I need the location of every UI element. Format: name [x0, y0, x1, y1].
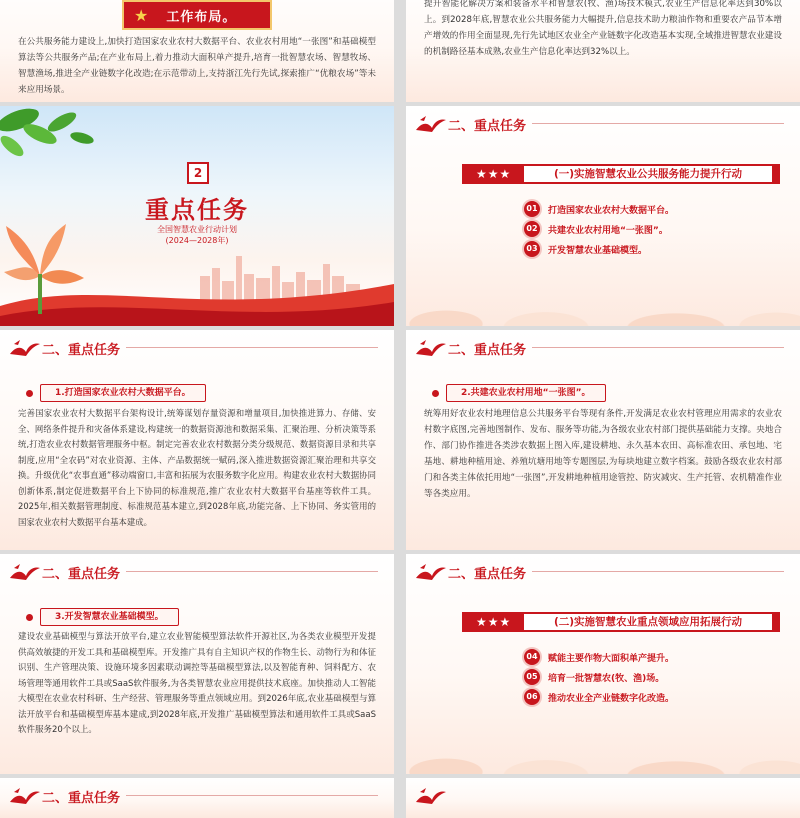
section-title: 二、重点任务 — [42, 791, 121, 806]
item-number: 04 — [524, 649, 540, 665]
item-text: 赋能主要作物大面积单产提升。 — [548, 653, 675, 664]
header-divider — [126, 795, 378, 796]
item-text: 打造国家农业农村大数据平台。 — [548, 205, 675, 216]
section-number-badge: 2 — [187, 162, 209, 184]
leaf-branch-icon — [0, 106, 95, 160]
section-title: 二、重点任务 — [448, 119, 527, 134]
subtask-text: 统筹用好农业农村地理信息公共服务平台等现有条件,开发满足农业农村管理应用需求的农业农村数字底图,完善地图制作、发布、服务等功能,为各级农业农村部门提供基础能力支撑。央地合作、部门协作推进各类涉农数据上图入库,建设耕地、永久基本农田、高标准农田、承包地、宅基地、耕地种植用途、养殖坑塘用地等专题图层,为每块地建立数字档案。鼓励各级农业农村部门和各类主体依托用地“一张图”,开发耕地种植用途管控、防灾减灾、生产托管、农机精准作业等各类应用。 — [424, 409, 782, 499]
slide-next-left — [0, 778, 394, 818]
action-banner — [462, 612, 780, 632]
bird-logo-icon — [414, 560, 448, 582]
list-item — [524, 668, 664, 686]
item-number: 05 — [524, 669, 540, 685]
header-divider — [126, 347, 378, 348]
slide-land-map — [406, 330, 800, 550]
subtask-pill: 3.开发智慧农业基础模型。 — [40, 608, 179, 626]
action-banner — [462, 164, 780, 184]
bird-logo-icon — [414, 336, 448, 358]
subtask-text: 建设农业基础模型与算法开放平台,建立农业智能模型算法软件开源社区,为各类农业模型开发提供高效敏捷的开发工具和基础模型库。开发推广具有自主知识产权的作物生长、动物行为和体征识别、生产管理决策、设施环境多因素联动调控等基础模型算法,以及智能育种、饲料配方、农场管理等通用软件工具或SaaS软件服务,为各类智慧农业应用提供技术底座。加快推动人工智能大模型在农业农村科研、生产经营、管理服务等重点领域应用。到2026年底,农业基础模型与算法开放平台和基础模型库基本建成,到2028年底,开发推广基础模型算法和通用软件工具或SaaS软件服务20个以上。 — [18, 632, 376, 735]
subtask-pill: 1.打造国家农业农村大数据平台。 — [40, 384, 206, 402]
item-number: 03 — [524, 241, 540, 257]
slide-goals — [406, 0, 800, 102]
star-icon: ★ — [134, 5, 149, 25]
action-banner-text: (二)实施智慧农业重点领域应用拓展行动 — [524, 614, 772, 630]
section-title: 二、重点任务 — [448, 343, 527, 358]
bird-logo-icon — [414, 784, 448, 806]
item-text: 培育一批智慧农(牧、渔)场。 — [548, 673, 665, 684]
bird-logo-icon — [414, 112, 448, 134]
cloud-decoration — [406, 732, 800, 774]
list-item — [524, 648, 674, 666]
slide-action-1 — [406, 106, 800, 326]
cloud-decoration — [406, 284, 800, 326]
list-item — [524, 200, 674, 218]
bird-logo-icon — [8, 336, 42, 358]
section-title: 二、重点任务 — [448, 567, 527, 582]
bullet-dot-icon — [26, 390, 33, 397]
header-divider — [126, 571, 378, 572]
header-divider — [532, 123, 784, 124]
item-number: 02 — [524, 221, 540, 237]
item-number: 06 — [524, 689, 540, 705]
action-banner-text: (一)实施智慧农业公共服务能力提升行动 — [524, 166, 772, 182]
list-item — [524, 220, 668, 238]
slide-next-right — [406, 778, 800, 818]
cover-title: 重点任务 — [145, 196, 249, 224]
bullet-dot-icon — [26, 614, 33, 621]
section-title: 二、重点任务 — [42, 343, 121, 358]
section-title: 二、重点任务 — [42, 567, 121, 582]
slide-section-cover — [0, 106, 394, 326]
slide-data-platform — [0, 330, 394, 550]
slide-action-2 — [406, 554, 800, 774]
bullet-dot-icon — [432, 390, 439, 397]
list-item — [524, 688, 674, 706]
list-item — [524, 240, 647, 258]
item-text: 开发智慧农业基础模型。 — [548, 245, 648, 256]
bird-logo-icon — [8, 560, 42, 582]
slide-base-model — [0, 554, 394, 774]
bird-logo-icon — [8, 784, 42, 806]
section-flag — [122, 0, 272, 30]
header-divider — [532, 571, 784, 572]
item-text: 共建农业农村用地“一张图”。 — [548, 225, 668, 236]
item-text: 推动农业全产业链数字化改造。 — [548, 693, 675, 704]
cover-years: (2024—2028年) — [165, 236, 229, 245]
three-stars-icon: ★★★ — [476, 615, 512, 629]
subtask-pill: 2.共建农业农村用地“一张图”。 — [446, 384, 606, 402]
slide-work-layout — [0, 0, 394, 102]
header-divider — [532, 347, 784, 348]
goals-text: 提升智能化解决方案和装备水平和智慧农(牧、渔)场技术模式,农业生产信息化率达到30%以上。到2028年底,智慧农业公共服务能力大幅提升,信息技术助力粮油作物和重要农产品节本增产增效的作用全面显现,先行先试地区农业全产业链数字化改造基本实现,全域推进智慧农业建设的机制路径基本成熟,农业生产信息化率达到32%以上。 — [424, 0, 782, 57]
three-stars-icon: ★★★ — [476, 167, 512, 181]
cover-subtitle: 全国智慧农业行动计划 — [157, 225, 237, 234]
item-number: 01 — [524, 201, 540, 217]
subtask-text: 完善国家农业农村大数据平台架构设计,统筹谋划存量资源和增量项目,加快推进算力、存储、安全、网络条件提升和灾备体系建设,构建统一的数据资源池和数据采集、汇聚治理、分析决策等系统,打造农业农村数据管理服务中枢。制定完善农业农村数据分类分级规范、数据资源目录和共享制度,应用“全农码”对农业资源、主体、产品数据统一赋码,深入推进数据资源汇聚治理和共享交换。升级优化“农事直通”移动端窗口,丰富和拓展为农服务数字化应用。构建农业农村大数据协同创新体系,制定促进数据平台上下协同的标准规范,推广农业农村大数据平台基座等软件工具。2025年,相关数据管理制度、标准规范基本建立,到2028年底,功能完备、上下协同、务实管用的国家农业农村大数据平台基本建成。 — [18, 408, 376, 527]
work-layout-text: 在公共服务能力建设上,加快打造国家农业农村大数据平台、农业农村用地“一张图”和基础模型算法等公共服务产品;在产业布局上,着力推动大面积单产提升,培育一批智慧农场、智慧牧场、智慧渔场,推进全产业链数字化改造;在示范带动上,支持浙江先行先试,探索推广“优粮农场”等未来应用场景。 — [18, 37, 376, 95]
flag-title: 工作布局。 — [166, 9, 237, 25]
